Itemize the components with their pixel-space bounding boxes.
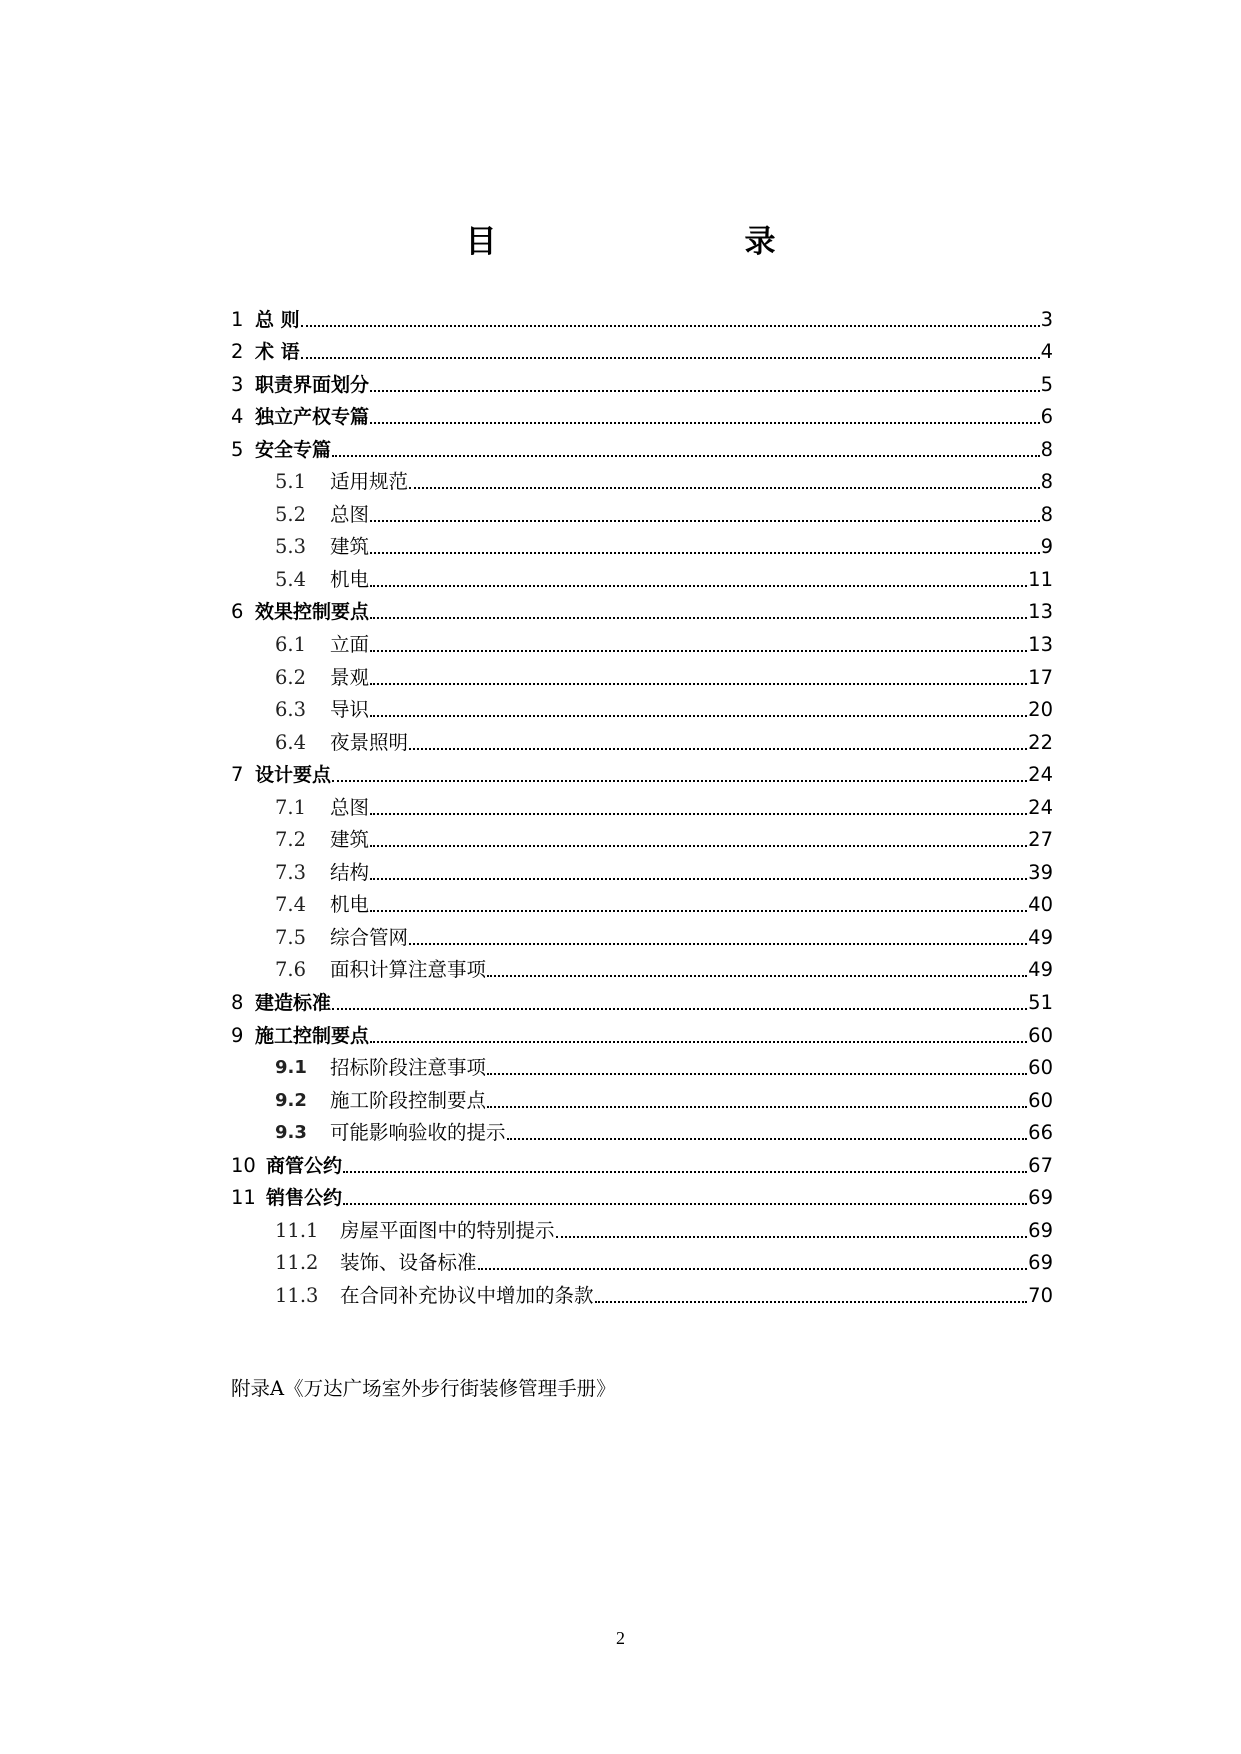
toc-entry[interactable] [231,300,1053,333]
toc-entry-label: 总 则 [255,308,300,331]
toc-entry-number: 7.4 [275,893,307,917]
toc-subentry[interactable] [231,1114,1053,1147]
toc-subentry[interactable] [231,495,1053,528]
toc-entry-page: 6 [1040,405,1053,429]
toc-entry-page: 40 [1028,893,1053,917]
toc-entry-number: 6.1 [275,633,307,657]
dot-leader [478,1267,1028,1270]
toc-subentry[interactable] [231,1049,1053,1082]
toc-entry-number: 9.1 [275,1057,307,1079]
toc-entry-label: 夜景照明 [330,730,409,754]
toc-entry-page: 8 [1040,470,1053,494]
toc-entry-number: 5.3 [275,535,307,559]
toc-entry-number: 11 [231,1186,256,1210]
toc-entry[interactable] [231,430,1053,463]
dot-leader [332,454,1040,457]
toc-entry-page: 60 [1028,1056,1053,1080]
dot-leader [409,747,1027,750]
toc-entry-page: 27 [1028,828,1053,852]
toc-subentry[interactable] [231,821,1053,854]
toc-subentry[interactable] [231,1276,1053,1309]
toc-entry-page: 3 [1040,307,1053,331]
appendix-entry: 附录A《万达广场室外步行街装修管理手册》 [231,1377,616,1400]
dot-leader [409,942,1027,945]
toc-entry-number: 5 [231,437,244,461]
toc-entry-page: 24 [1028,795,1053,819]
toc-entry-label: 立面 [330,633,370,657]
toc-entry[interactable] [231,1146,1053,1179]
toc-subentry[interactable] [231,1081,1053,1114]
dot-leader [332,779,1027,782]
toc-entry-page: 4 [1040,340,1053,364]
toc-entry-page: 66 [1028,1121,1053,1145]
toc-entry-number: 11.3 [275,1283,319,1307]
dot-leader [595,1300,1028,1303]
toc-subentry[interactable] [231,788,1053,821]
toc-entry-page: 70 [1028,1283,1053,1307]
toc-entry-number: 4 [231,405,244,429]
dot-leader [556,1235,1028,1238]
dot-leader [507,1137,1028,1140]
toc-entry-page: 69 [1028,1218,1053,1242]
dot-leader [370,389,1040,392]
toc-entry-label: 设计要点 [255,764,332,787]
toc-entry-label: 商管公约 [266,1154,343,1177]
dot-leader [343,1170,1027,1173]
toc-entry-label: 施工阶段控制要点 [330,1088,487,1112]
dot-leader [370,877,1027,880]
dot-leader [409,486,1040,489]
toc-entry-page: 51 [1028,991,1053,1015]
toc-entry-label: 可能影响验收的提示 [330,1121,506,1145]
toc-subentry[interactable] [231,918,1053,951]
toc-entry-number: 8 [231,991,244,1015]
toc-subentry[interactable] [231,1244,1053,1277]
toc-entry[interactable] [231,756,1053,789]
toc-entry-page: 60 [1028,1023,1053,1047]
toc-entry-page: 60 [1028,1088,1053,1112]
toc-subentry[interactable] [231,625,1053,658]
toc-entry[interactable] [231,333,1053,366]
toc-entry-number: 6.2 [275,665,307,689]
toc-entry-number: 7.1 [275,795,307,819]
toc-entry-page: 17 [1028,665,1053,689]
toc-subentry[interactable] [231,1211,1053,1244]
toc-entry-label: 建筑 [330,535,370,559]
toc-entry-number: 11.1 [275,1218,319,1242]
toc-entry-label: 机电 [330,893,370,917]
toc-entry[interactable] [231,365,1053,398]
toc-entry-label: 综合管网 [330,925,409,949]
toc-subentry[interactable] [231,658,1053,691]
dot-leader [370,421,1040,424]
dot-leader [301,356,1040,359]
dot-leader [370,584,1027,587]
toc-entry-page: 22 [1028,730,1053,754]
dot-leader [343,1202,1027,1205]
toc-entry-page: 69 [1028,1186,1053,1210]
toc-entry[interactable] [231,593,1053,626]
toc-entry-page: 39 [1028,860,1053,884]
toc-entry-page: 5 [1040,372,1053,396]
toc-entry-label: 总图 [330,795,370,819]
toc-entry-number: 10 [231,1153,256,1177]
toc-subentry[interactable] [231,528,1053,561]
dot-leader [370,649,1027,652]
dot-leader [370,844,1027,847]
dot-leader [370,682,1027,685]
dot-leader [370,714,1027,717]
toc-entry-number: 11.2 [275,1251,319,1275]
toc-entry-number: 7.2 [275,828,307,852]
toc-entry[interactable] [231,1179,1053,1212]
toc-entry-label: 安全专篇 [255,438,332,461]
dot-leader [370,616,1027,619]
dot-leader [332,1007,1027,1010]
toc-entry-number: 5.2 [275,502,307,526]
toc-entry-page: 20 [1028,698,1053,722]
toc-entry-page: 13 [1028,633,1053,657]
toc-subentry[interactable] [231,691,1053,724]
dot-leader [487,1105,1027,1108]
toc-entry[interactable] [231,1016,1053,1049]
dot-leader [370,519,1040,522]
toc-entry-label: 施工控制要点 [255,1024,370,1047]
toc-entry-label: 建筑 [330,828,370,852]
toc-entry-number: 3 [231,372,244,396]
toc-entry-page: 24 [1028,763,1053,787]
toc-entry-number: 7.5 [275,925,307,949]
toc-entry-label: 结构 [330,860,370,884]
toc-entry-number: 6.4 [275,730,307,754]
toc-entry-label: 导识 [330,698,370,722]
toc-entry[interactable] [231,398,1053,431]
toc-subentry[interactable] [231,560,1053,593]
toc-entry-page: 8 [1040,437,1053,461]
dot-leader [487,1072,1027,1075]
dot-leader [370,1040,1027,1043]
toc-entry-number: 2 [231,340,244,364]
toc-entry-label: 独立产权专篇 [255,406,370,429]
toc-entry-label: 在合同补充协议中增加的条款 [340,1283,594,1307]
toc-entry-number: 9 [231,1023,244,1047]
toc-entry-label: 适用规范 [330,470,409,494]
dot-leader [370,812,1027,815]
toc-entry[interactable] [231,983,1053,1016]
dot-leader [487,974,1027,977]
toc-entry-label: 销售公约 [266,1187,343,1210]
toc-subentry[interactable] [231,463,1053,496]
toc-entry-label: 职责界面划分 [255,373,370,396]
toc-entry-label: 招标阶段注意事项 [330,1056,487,1080]
table-of-contents [231,300,1053,1309]
toc-entry-page: 49 [1028,958,1053,982]
document-title: 目 录 [465,224,838,260]
toc-entry-page: 67 [1028,1153,1053,1177]
toc-entry-page: 11 [1028,567,1053,591]
toc-entry-number: 7.6 [275,958,307,982]
dot-leader [370,551,1040,554]
toc-entry-number: 9.3 [275,1122,307,1144]
toc-entry-label: 面积计算注意事项 [330,958,487,982]
toc-entry-page: 69 [1028,1251,1053,1275]
toc-subentry[interactable] [231,951,1053,984]
toc-entry-page: 13 [1028,600,1053,624]
toc-entry-label: 建造标准 [255,992,332,1015]
toc-entry-number: 9.2 [275,1089,307,1111]
toc-entry-number: 6.3 [275,698,307,722]
toc-entry-label: 效果控制要点 [255,601,370,624]
toc-entry-page: 49 [1028,925,1053,949]
toc-subentry[interactable] [231,886,1053,919]
toc-entry-label: 总图 [330,502,370,526]
toc-entry-label: 机电 [330,567,370,591]
toc-entry-number: 5.1 [275,470,307,494]
toc-entry-label: 装饰、设备标准 [340,1251,477,1275]
dot-leader [301,324,1040,327]
toc-entry-page: 9 [1040,535,1053,559]
toc-entry-page: 8 [1040,502,1053,526]
toc-entry-label: 房屋平面图中的特别提示 [340,1218,555,1242]
toc-entry-number: 7 [231,763,244,787]
toc-subentry[interactable] [231,723,1053,756]
toc-entry-label: 术 语 [255,341,300,364]
toc-entry-number: 7.3 [275,860,307,884]
toc-entry-number: 5.4 [275,567,307,591]
toc-entry-number: 6 [231,600,244,624]
toc-subentry[interactable] [231,853,1053,886]
page-number: 2 [616,1628,625,1648]
dot-leader [370,909,1027,912]
toc-entry-number: 1 [231,307,244,331]
toc-entry-label: 景观 [330,665,370,689]
